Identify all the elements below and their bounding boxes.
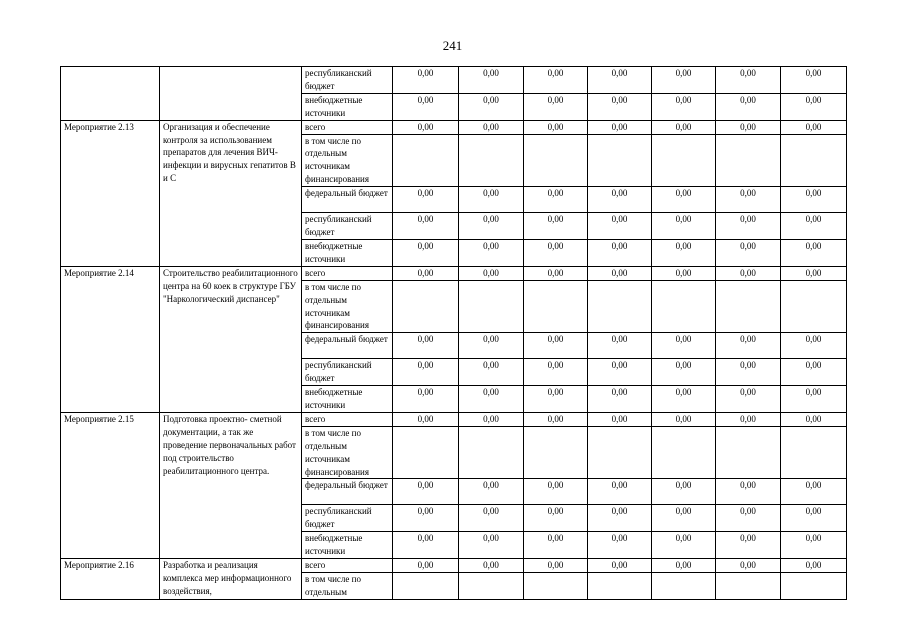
amount-cell [393, 573, 459, 600]
activity-id-cell: Мероприятие 2.16 [61, 559, 160, 600]
activity-title-cell: Организация и обеспечение контроля за использованием препаратов для лечения ВИЧ-инфекции и вирусных гепатитов В и С [160, 120, 302, 266]
source-cell: федеральный бюджет [302, 333, 393, 359]
amount-cell: 0,00 [716, 359, 781, 386]
amount-cell: 0,00 [524, 532, 588, 559]
amount-cell: 0,00 [393, 266, 459, 280]
amount-cell [393, 280, 459, 333]
amount-cell: 0,00 [588, 505, 652, 532]
activity-title-cell: Разработка и реализация комплекса мер информационного воздействия, [160, 559, 302, 600]
amount-cell: 0,00 [781, 239, 847, 266]
amount-cell: 0,00 [393, 386, 459, 413]
source-cell: всего [302, 120, 393, 134]
amount-cell [716, 280, 781, 333]
source-cell: республиканский бюджет [302, 359, 393, 386]
source-cell: в том числе по отдельным источникам финансирования [302, 280, 393, 333]
amount-cell [716, 573, 781, 600]
amount-cell: 0,00 [781, 333, 847, 359]
amount-cell: 0,00 [652, 187, 716, 213]
amount-cell [393, 134, 459, 187]
table-row [61, 266, 847, 280]
source-cell: внебюджетные источники [302, 386, 393, 413]
amount-cell: 0,00 [716, 239, 781, 266]
table-row [61, 120, 847, 134]
amount-cell [588, 280, 652, 333]
amount-cell: 0,00 [524, 505, 588, 532]
amount-cell: 0,00 [588, 120, 652, 134]
amount-cell: 0,00 [393, 93, 459, 120]
amount-cell: 0,00 [588, 67, 652, 94]
amount-cell: 0,00 [652, 559, 716, 573]
amount-cell: 0,00 [459, 532, 524, 559]
amount-cell: 0,00 [459, 67, 524, 94]
amount-cell: 0,00 [524, 187, 588, 213]
amount-cell: 0,00 [393, 479, 459, 505]
activity-title-cell: Строительство реабилитационного центра на 60 коек в структуре ГБУ "Наркологический диспансер" [160, 266, 302, 412]
amount-cell: 0,00 [524, 333, 588, 359]
amount-cell [393, 426, 459, 479]
amount-cell: 0,00 [459, 213, 524, 240]
amount-cell: 0,00 [652, 333, 716, 359]
amount-cell: 0,00 [716, 67, 781, 94]
amount-cell: 0,00 [588, 532, 652, 559]
amount-cell: 0,00 [588, 239, 652, 266]
source-cell: в том числе по отдельным источникам финансирования [302, 426, 393, 479]
source-cell: всего [302, 412, 393, 426]
amount-cell: 0,00 [459, 479, 524, 505]
amount-cell: 0,00 [781, 187, 847, 213]
amount-cell: 0,00 [716, 532, 781, 559]
amount-cell: 0,00 [652, 120, 716, 134]
amount-cell: 0,00 [652, 93, 716, 120]
amount-cell: 0,00 [524, 412, 588, 426]
amount-cell [459, 426, 524, 479]
amount-cell: 0,00 [393, 187, 459, 213]
source-cell: федеральный бюджет [302, 479, 393, 505]
amount-cell: 0,00 [716, 333, 781, 359]
amount-cell: 0,00 [459, 120, 524, 134]
source-cell: всего [302, 266, 393, 280]
amount-cell: 0,00 [716, 479, 781, 505]
source-cell: внебюджетные источники [302, 532, 393, 559]
amount-cell: 0,00 [652, 532, 716, 559]
amount-cell: 0,00 [716, 213, 781, 240]
amount-cell: 0,00 [459, 359, 524, 386]
amount-cell [652, 280, 716, 333]
amount-cell [781, 134, 847, 187]
amount-cell: 0,00 [459, 93, 524, 120]
amount-cell: 0,00 [524, 266, 588, 280]
amount-cell: 0,00 [652, 386, 716, 413]
amount-cell: 0,00 [652, 412, 716, 426]
amount-cell [588, 134, 652, 187]
amount-cell [588, 573, 652, 600]
activity-id-cell: Мероприятие 2.15 [61, 412, 160, 558]
amount-cell [781, 280, 847, 333]
amount-cell: 0,00 [716, 386, 781, 413]
amount-cell: 0,00 [652, 479, 716, 505]
activity-id-cell [61, 67, 160, 121]
amount-cell: 0,00 [716, 559, 781, 573]
amount-cell: 0,00 [716, 412, 781, 426]
amount-cell: 0,00 [652, 359, 716, 386]
amount-cell: 0,00 [588, 93, 652, 120]
amount-cell [652, 134, 716, 187]
amount-cell: 0,00 [716, 93, 781, 120]
amount-cell [459, 280, 524, 333]
amount-cell: 0,00 [524, 93, 588, 120]
amount-cell: 0,00 [459, 412, 524, 426]
amount-cell: 0,00 [393, 333, 459, 359]
amount-cell: 0,00 [393, 412, 459, 426]
source-cell: федеральный бюджет [302, 187, 393, 213]
amount-cell [524, 134, 588, 187]
amount-cell: 0,00 [781, 67, 847, 94]
amount-cell: 0,00 [588, 359, 652, 386]
amount-cell [459, 134, 524, 187]
page-number: 241 [442, 38, 463, 53]
amount-cell: 0,00 [781, 559, 847, 573]
financing-table [60, 66, 847, 600]
amount-cell: 0,00 [459, 559, 524, 573]
amount-cell: 0,00 [781, 93, 847, 120]
source-cell: в том числе по отдельным [302, 573, 393, 600]
source-cell: республиканский бюджет [302, 505, 393, 532]
amount-cell: 0,00 [781, 359, 847, 386]
amount-cell [652, 426, 716, 479]
amount-cell: 0,00 [652, 239, 716, 266]
amount-cell: 0,00 [393, 559, 459, 573]
amount-cell: 0,00 [781, 412, 847, 426]
amount-cell: 0,00 [652, 505, 716, 532]
amount-cell: 0,00 [524, 67, 588, 94]
amount-cell: 0,00 [524, 386, 588, 413]
amount-cell [781, 573, 847, 600]
amount-cell: 0,00 [588, 333, 652, 359]
amount-cell: 0,00 [393, 213, 459, 240]
amount-cell: 0,00 [588, 386, 652, 413]
amount-cell: 0,00 [716, 187, 781, 213]
amount-cell: 0,00 [716, 120, 781, 134]
amount-cell: 0,00 [652, 67, 716, 94]
amount-cell [524, 573, 588, 600]
amount-cell: 0,00 [524, 120, 588, 134]
amount-cell: 0,00 [588, 412, 652, 426]
amount-cell: 0,00 [459, 386, 524, 413]
source-cell: в том числе по отдельным источникам финансирования [302, 134, 393, 187]
amount-cell: 0,00 [716, 266, 781, 280]
amount-cell: 0,00 [652, 266, 716, 280]
amount-cell: 0,00 [588, 559, 652, 573]
source-cell: внебюджетные источники [302, 93, 393, 120]
amount-cell: 0,00 [393, 239, 459, 266]
amount-cell: 0,00 [459, 187, 524, 213]
amount-cell: 0,00 [459, 333, 524, 359]
amount-cell [716, 426, 781, 479]
amount-cell: 0,00 [781, 505, 847, 532]
amount-cell: 0,00 [393, 532, 459, 559]
amount-cell [459, 573, 524, 600]
source-cell: внебюджетные источники [302, 239, 393, 266]
amount-cell: 0,00 [524, 213, 588, 240]
amount-cell: 0,00 [781, 479, 847, 505]
amount-cell: 0,00 [459, 505, 524, 532]
amount-cell: 0,00 [524, 559, 588, 573]
amount-cell [524, 280, 588, 333]
table-row [61, 67, 847, 94]
amount-cell: 0,00 [459, 266, 524, 280]
amount-cell: 0,00 [459, 239, 524, 266]
amount-cell: 0,00 [393, 120, 459, 134]
amount-cell: 0,00 [588, 479, 652, 505]
amount-cell: 0,00 [781, 266, 847, 280]
activity-title-cell: Подготовка проектно- сметной документации, а так же проведение первоначальных работ под строительство реабилитационного центра. [160, 412, 302, 558]
amount-cell: 0,00 [393, 359, 459, 386]
table-row [61, 412, 847, 426]
amount-cell: 0,00 [588, 213, 652, 240]
amount-cell: 0,00 [393, 505, 459, 532]
source-cell: республиканский бюджет [302, 213, 393, 240]
amount-cell: 0,00 [524, 359, 588, 386]
amount-cell: 0,00 [716, 505, 781, 532]
amount-cell: 0,00 [524, 479, 588, 505]
source-cell: всего [302, 559, 393, 573]
amount-cell: 0,00 [652, 213, 716, 240]
amount-cell: 0,00 [781, 213, 847, 240]
amount-cell [652, 573, 716, 600]
amount-cell: 0,00 [781, 386, 847, 413]
table-row [61, 559, 847, 573]
amount-cell [716, 134, 781, 187]
amount-cell: 0,00 [588, 266, 652, 280]
activity-title-cell [160, 67, 302, 121]
amount-cell [524, 426, 588, 479]
amount-cell: 0,00 [524, 239, 588, 266]
amount-cell: 0,00 [393, 67, 459, 94]
amount-cell [588, 426, 652, 479]
activity-id-cell: Мероприятие 2.13 [61, 120, 160, 266]
amount-cell: 0,00 [781, 532, 847, 559]
source-cell: республиканский бюджет [302, 67, 393, 94]
amount-cell: 0,00 [588, 187, 652, 213]
amount-cell: 0,00 [781, 120, 847, 134]
amount-cell [781, 426, 847, 479]
activity-id-cell: Мероприятие 2.14 [61, 266, 160, 412]
